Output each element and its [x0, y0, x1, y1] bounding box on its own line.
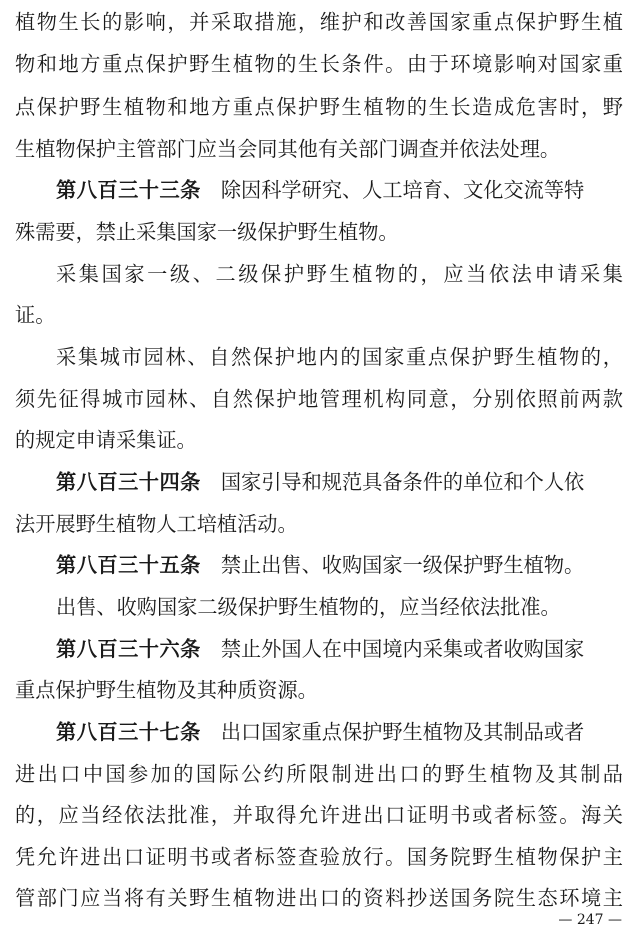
article-833-line — [56, 178, 623, 202]
text-line: 植物生长的影响，并采取措施，维护和改善国家重点保护野生植 — [15, 10, 623, 34]
text-line: 管部门应当将有关野生植物进出口的资料抄送国务院生态环境主 — [15, 886, 623, 910]
article-837-line — [56, 720, 623, 744]
text-line: 采集城市园林、自然保护地内的国家重点保护野生植物的， — [56, 345, 623, 369]
article-836-line — [56, 637, 623, 661]
text-line: 殊需要，禁止采集国家一级保护野生植物。 — [15, 220, 399, 244]
page-number: — 247 — — [558, 912, 622, 928]
text-line: 出售、收购国家二级保护野生植物的，应当经依法批准。 — [56, 595, 561, 619]
article-number-837: 第八百三十七条 — [56, 720, 201, 744]
article-number-834: 第八百三十四条 — [56, 470, 201, 494]
text-line: 的规定申请采集证。 — [15, 428, 197, 452]
article-834-line — [56, 470, 623, 494]
text-line: 须先征得城市园林、自然保护地管理机构同意，分别依照前两款 — [15, 387, 623, 411]
article-text: 禁止外国人在中国境内采集或者收购国家 — [220, 637, 585, 661]
text-line: 凭允许进出口证明书或者标签查验放行。国务院野生植物保护主 — [15, 845, 623, 869]
article-number-833: 第八百三十三条 — [56, 178, 201, 202]
text-line: 物和地方重点保护野生植物的生长条件。由于环境影响对国家重 — [15, 52, 623, 76]
article-number-836: 第八百三十六条 — [56, 637, 201, 661]
text-line: 重点保护野生植物及其种质资源。 — [15, 678, 318, 702]
article-number-835: 第八百三十五条 — [56, 553, 201, 577]
article-text: 除因科学研究、人工培育、文化交流等特 — [220, 178, 585, 202]
text-line: 采集国家一级、二级保护野生植物的，应当依法申请采集 — [56, 262, 623, 286]
article-text: 国家引导和规范具备条件的单位和个人依 — [220, 470, 585, 494]
text-line: 进出口中国参加的国际公约所限制进出口的野生植物及其制品 — [15, 762, 623, 786]
text-line: 点保护野生植物和地方重点保护野生植物的生长造成危害时，野 — [15, 95, 623, 119]
article-text: 禁止出售、收购国家一级保护野生植物。 — [220, 553, 585, 577]
text-line: 证。 — [15, 303, 56, 327]
text-line: 的，应当经依法批准，并取得允许进出口证明书或者标签。海关 — [15, 803, 623, 827]
article-text: 出口国家重点保护野生植物及其制品或者 — [220, 720, 585, 744]
text-line: 法开展野生植物人工培植活动。 — [15, 512, 298, 536]
text-line: 生植物保护主管部门应当会同其他有关部门调查并依法处理。 — [15, 137, 561, 161]
article-835-line — [56, 553, 623, 577]
